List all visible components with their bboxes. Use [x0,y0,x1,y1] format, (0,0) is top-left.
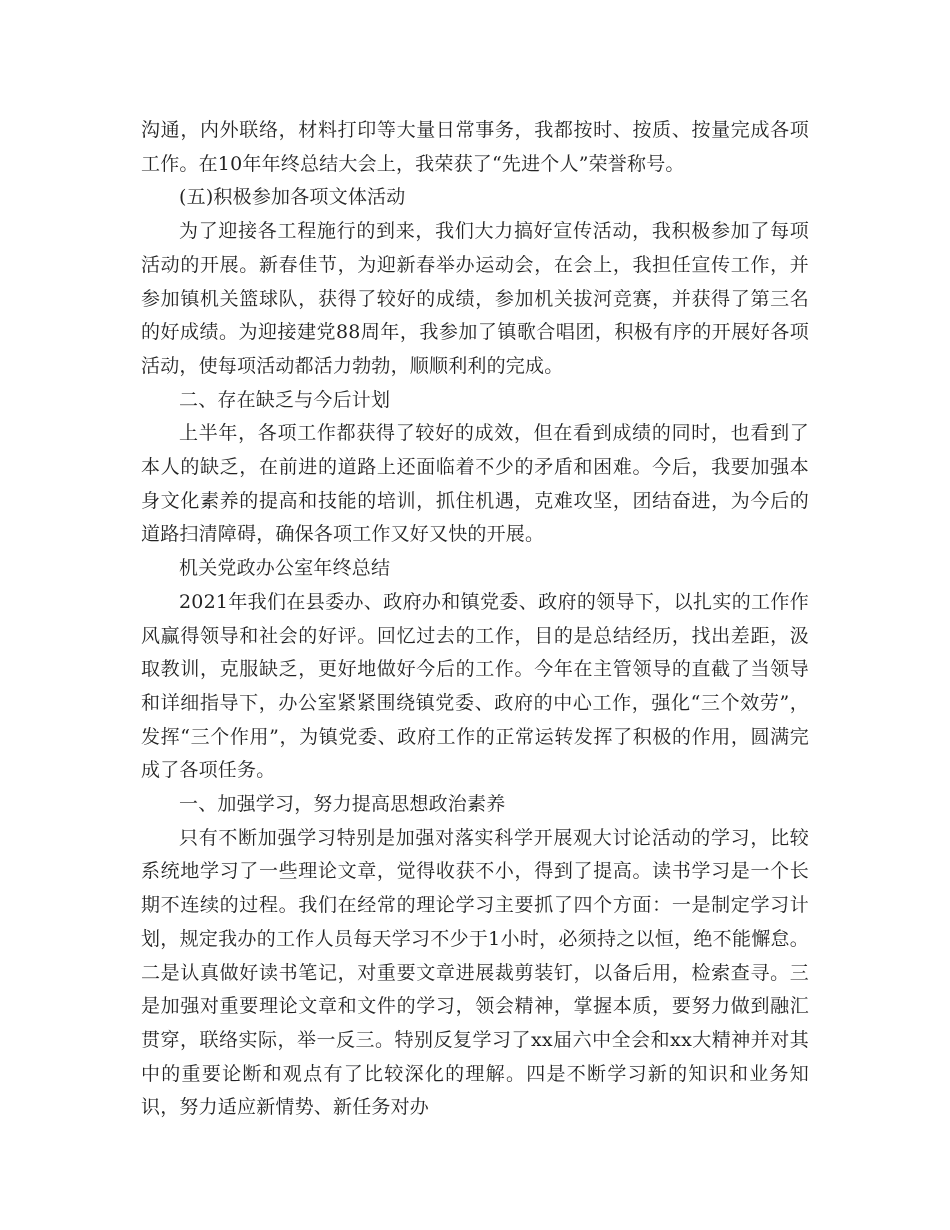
paragraph-activities: 为了迎接各工程施行的到来，我们大力搞好宣传活动，我积极参加了每项活动的开展。新春佳节，为迎新春举办运动会，在会上，我担任宣传工作，并参加镇机关篮球队，获得了较好的成绩，参加机关拔河竞赛，并获得了第三名的好成绩。为迎接建党88周年，我参加了镇歌合唱团，积极有序的开展好各项活动，使每项活动都活力勃勃，顺顺利利的完成。 [141,220,809,377]
section-heading-study: 一、加强学习，努力提高思想政治素养 [179,793,506,816]
paragraph-summary-intro: 2021年我们在县委办、政府办和镇党委、政府的领导下，以扎实的工作作风赢得领导和社会的好评。回忆过去的工作，目的是总结经历，找出差距，汲取教训，克服缺乏，更好地做好今后的工作。今年在主管领导的直截了当领导和详细指导下，办公室紧紧围绕镇党委、政府的中心工作，强化“三个效劳”，发挥“三个作用”，为镇党委、政府工作的正常运转发挥了积极的作用，圆满完成了各项任务。 [141,590,809,782]
paragraph-study: 只有不断加强学习特别是加强对落实科学开展观大讨论活动的学习，比较系统地学习了一些理论文章，觉得收获不小，得到了提高。读书学习是一个长期不连续的过程。我们在经常的理论学习主要抓了四个方面：一是制定学习计划，规定我办的工作人员每天学习不少于1小时，必须持之以恒，绝不能懈怠。二是认真做好读书笔记，对重要文章进展裁剪装钉，以备后用，检索查寻。三是加强对重要理论文章和文件的学习，领会精神，掌握本质，要努力做到融汇贯穿，联络实际，举一反三。特别反复学习了xx届六中全会和xx大精神并对其中的重要论断和观点有了比较深化的理解。四是不断学习新的知识和业务知识，努力适应新情势、新任务对办 [141,826,809,1119]
paragraph-continuation: 沟通，内外联络，材料打印等大量日常事务，我都按时、按质、按量完成各项工作。在10年年终总结大会上，我荣获了“先进个人”荣誉称号。 [141,119,809,175]
section-heading-five: (五)积极参加各项文体活动 [179,186,406,209]
section-heading-shortcomings: 二、存在缺乏与今后计划 [179,388,391,411]
paragraph-plans: 上半年，各项工作都获得了较好的成效，但在看到成绩的同时，也看到了本人的缺乏，在前进的道路上还面临着不少的矛盾和困难。今后，我要加强本身文化素养的提高和技能的培训，抓住机遇，克难攻坚，团结奋进，为今后的道路扫清障碍，确保各项工作又好又快的开展。 [141,422,809,546]
document-body [141,114,809,1125]
document-subtitle: 机关党政办公室年终总结 [179,557,391,580]
